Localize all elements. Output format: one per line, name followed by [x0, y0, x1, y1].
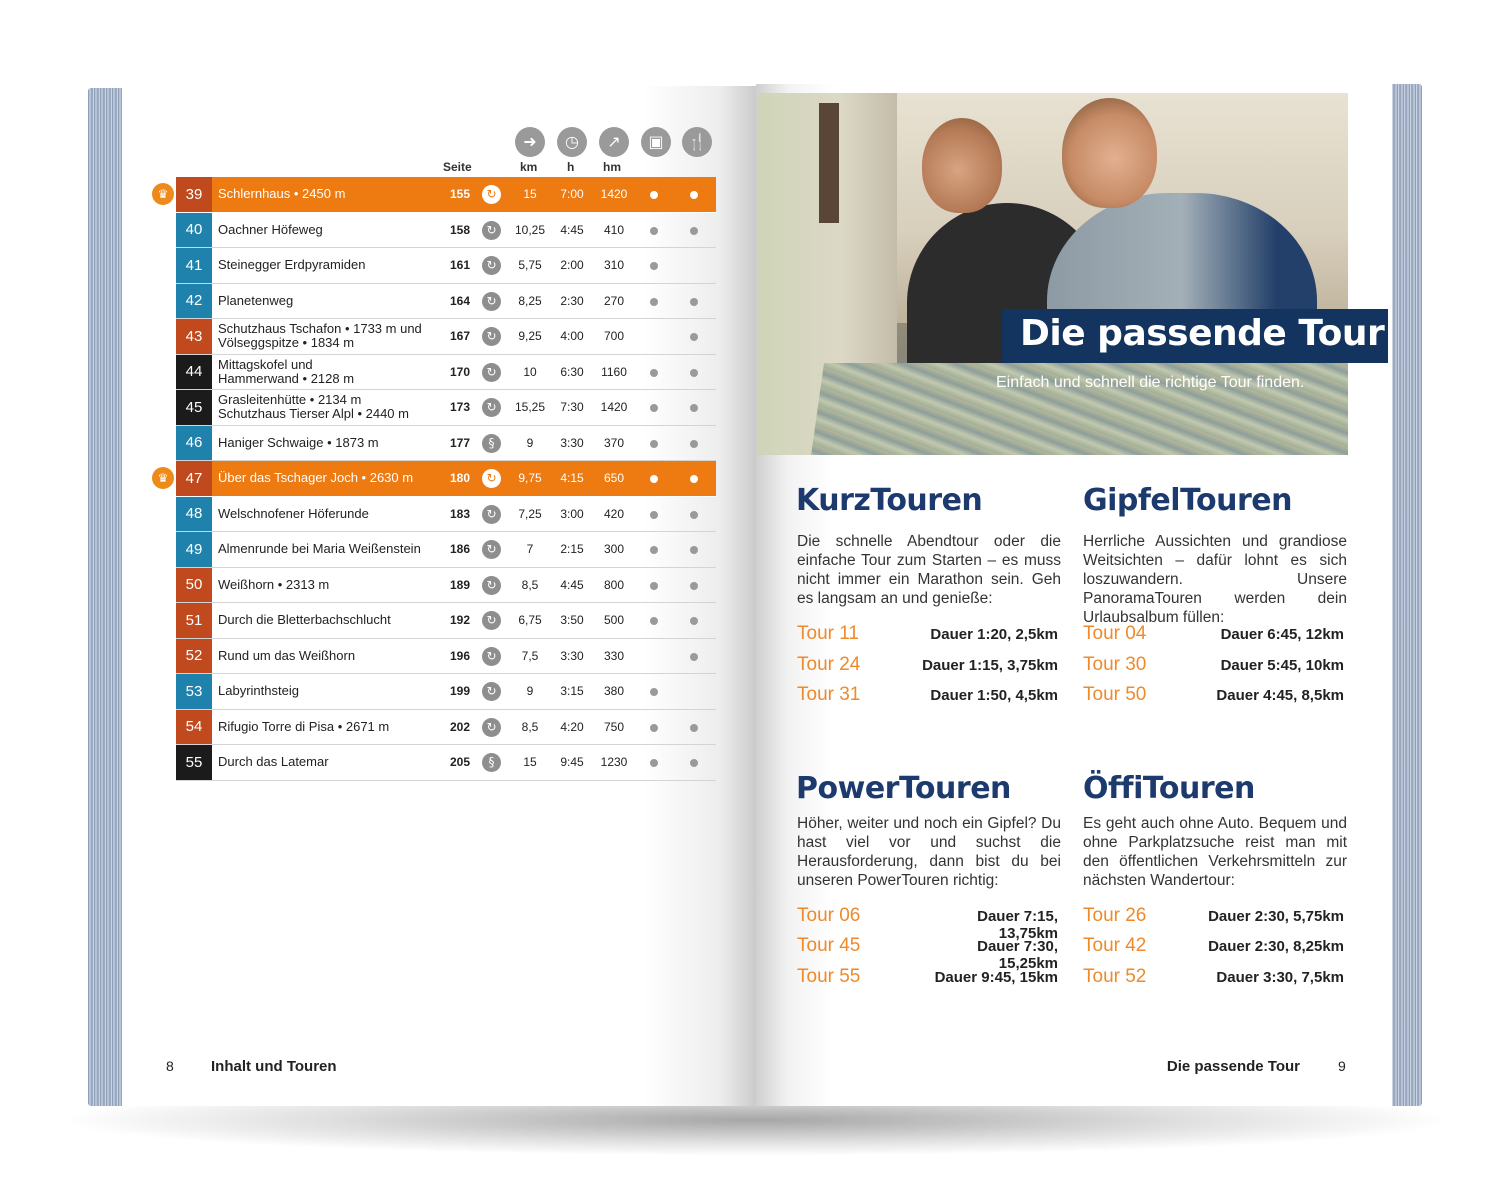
section-title-oeffitouren: ÖffiTouren [1083, 771, 1255, 806]
ascent-arrow-icon: ↗ [599, 127, 629, 157]
header-seite: Seite [443, 160, 472, 174]
tour-page: 205 [449, 755, 470, 770]
tour-ascent: 380 [603, 684, 625, 699]
tour-name-line: Almenrunde bei Maria Weißenstein [218, 541, 421, 557]
tour-page: 196 [449, 648, 470, 663]
section-title-gipfeltouren: GipfelTouren [1083, 483, 1293, 518]
tour-number: 43 [176, 319, 212, 354]
tour-number: 55 [176, 745, 212, 780]
tour-label: Tour 04 [1083, 623, 1147, 644]
signpost-icon: ➜ [515, 127, 545, 157]
tour-duration: Dauer 2:30, 5,75km [1208, 908, 1344, 925]
table-row [176, 426, 716, 462]
route-loop-icon: ↻ [482, 469, 501, 488]
left-page-footer-title: Inhalt und Touren [211, 1058, 337, 1075]
bus-dot [650, 759, 658, 767]
tour-name [218, 355, 438, 390]
tour-km: 8,5 [521, 719, 539, 734]
tour-ascent: 1160 [601, 364, 627, 379]
tour-number: 52 [176, 639, 212, 674]
tour-name [218, 710, 438, 745]
tour-name-line: Völseggspitze • 1834 m [218, 335, 355, 351]
section-title-kurztouren: KurzTouren [796, 483, 983, 518]
tour-name-line: Oachner Höfeweg [218, 221, 323, 237]
bus-dot [650, 546, 658, 554]
food-dot [690, 440, 698, 448]
bus-dot [650, 369, 658, 377]
tour-km: 8,5 [521, 577, 539, 592]
tour-ascent: 1420 [600, 187, 628, 202]
tour-number: 44 [176, 355, 212, 390]
tour-km: 9,25 [518, 329, 542, 344]
food-dot [690, 724, 698, 732]
tour-name [218, 319, 438, 354]
food-dot [690, 582, 698, 590]
tour-page: 177 [449, 435, 470, 450]
table-row [176, 284, 716, 320]
bus-dot [650, 511, 658, 519]
tour-page: 189 [449, 577, 470, 592]
tour-hours: 9:45 [560, 755, 584, 770]
tour-name [218, 284, 438, 319]
table-row [157, 177, 716, 213]
food-dot [690, 298, 698, 306]
tour-hours: 3:15 [560, 684, 584, 699]
tour-hours: 4:15 [560, 471, 584, 486]
tour-number: 42 [176, 284, 212, 319]
restaurant-icon: 🍴 [682, 127, 712, 157]
tour-name [218, 426, 438, 461]
section-body-kurztouren: Die schnelle Abendtour oder die einfache Tour zum Starten – es muss nicht immer ein Marathon sein. Geh es langsam an und genieße: [797, 533, 1061, 607]
tour-km: 10,25 [514, 222, 546, 237]
tour-duration: Dauer 5:45, 10km [1220, 657, 1344, 674]
tour-name [218, 532, 438, 567]
section-body-gipfeltouren: Herrliche Aussichten und grandiose Weitsichten – dafür lohnt es sich loszuwandern. Unsere PanoramaTouren werden dein Urlaubsalbum füllen: [1083, 533, 1347, 626]
table-row [176, 745, 716, 781]
table-row [157, 461, 716, 497]
table-row [176, 390, 716, 426]
tour-name [218, 603, 438, 638]
tour-number: 46 [176, 426, 212, 461]
table-row [176, 497, 716, 533]
tour-name [218, 390, 438, 425]
tour-table [157, 177, 716, 781]
table-row [176, 319, 716, 355]
tour-name-line: Hammerwand • 2128 m [218, 370, 355, 386]
tour-label: Tour 55 [797, 966, 861, 987]
tour-hours: 2:00 [560, 258, 584, 273]
tour-duration: Dauer 7:15, 13,75km [977, 908, 1058, 942]
tour-hours: 2:30 [560, 293, 584, 308]
tour-number: 47 [176, 461, 212, 496]
tour-hours: 3:00 [560, 506, 584, 521]
hikers-photo [757, 93, 1348, 455]
tour-page: 167 [449, 329, 470, 344]
tour-name-line: Rifugio Torre di Pisa • 2671 m [218, 718, 390, 734]
tour-duration: Dauer 9:45, 15km [934, 969, 1058, 986]
bus-dot [650, 724, 658, 732]
tour-number: 51 [176, 603, 212, 638]
tour-number: 49 [176, 532, 212, 567]
bus-dot [650, 191, 658, 199]
tour-ascent: 410 [603, 222, 625, 237]
tour-name-line: Rund um das Weißhorn [218, 647, 356, 663]
tour-km: 9,75 [518, 471, 542, 486]
food-dot [690, 546, 698, 554]
tour-km: 9 [526, 435, 534, 450]
tour-label: Tour 11 [797, 623, 859, 644]
tour-name-line: Grasleitenhütte • 2134 m [218, 392, 362, 408]
bus-dot [650, 227, 658, 235]
header-km: km [520, 160, 538, 174]
tour-hours: 3:30 [560, 435, 584, 450]
left-page-number: 8 [166, 1058, 174, 1074]
tour-ascent: 650 [603, 471, 625, 486]
page-title: Die passende Tour [1020, 313, 1385, 354]
page-subtitle: Einfach und schnell die richtige Tour finden. [996, 374, 1305, 391]
tour-ascent: 700 [603, 329, 625, 344]
tour-name-line: Labyrinthsteig [218, 683, 299, 699]
route-linear-icon: § [482, 753, 501, 772]
tour-name-line: Schutzhaus Tschafon • 1733 m und [218, 321, 422, 337]
tour-name [218, 177, 438, 212]
tour-name-line: Steinegger Erdpyramiden [218, 257, 366, 273]
tour-label: Tour 06 [797, 905, 861, 926]
tour-duration: Dauer 6:45, 12km [1220, 626, 1344, 643]
tour-hours: 3:50 [560, 613, 584, 628]
tour-label: Tour 26 [1083, 905, 1147, 926]
tour-name [218, 497, 438, 532]
tour-ascent: 500 [603, 613, 625, 628]
table-row [176, 248, 716, 284]
tour-km: 15 [523, 755, 537, 770]
tour-km: 8,25 [518, 293, 542, 308]
tour-duration: Dauer 2:30, 8,25km [1208, 938, 1344, 955]
tour-duration: Dauer 1:20, 2,5km [930, 626, 1058, 643]
tour-label: Tour 30 [1083, 654, 1147, 675]
food-dot [690, 333, 698, 341]
tour-km: 6,75 [518, 613, 542, 628]
tour-km: 15 [523, 187, 537, 202]
tour-name [218, 248, 438, 283]
section-body-powertouren: Höher, weiter und noch ein Gipfel? Du hast viel vor und suchst die Herausforderung, dann bist du bei unseren PowerTouren richtig: [797, 815, 1061, 889]
header-hm: hm [603, 160, 621, 174]
tour-ascent: 370 [603, 435, 625, 450]
tour-km: 7 [526, 542, 534, 557]
tour-page: 161 [449, 258, 470, 273]
tour-page: 170 [449, 364, 470, 379]
route-loop-icon: ↻ [482, 505, 501, 524]
route-loop-icon: ↻ [482, 185, 501, 204]
tour-page: 180 [449, 471, 470, 486]
tour-page: 202 [449, 719, 470, 734]
tour-page: 164 [449, 293, 470, 308]
tour-number: 53 [176, 674, 212, 709]
tour-name [218, 568, 438, 603]
food-dot [690, 369, 698, 377]
tour-label: Tour 50 [1083, 684, 1147, 705]
crown-icon: ♛ [152, 183, 174, 205]
tour-km: 7,25 [518, 506, 542, 521]
tour-name-line: Weißhorn • 2313 m [218, 576, 330, 592]
bus-dot [650, 617, 658, 625]
bus-dot [650, 262, 658, 270]
table-row [176, 213, 716, 249]
tour-page: 199 [449, 684, 470, 699]
tour-duration: Dauer 1:50, 4,5km [930, 687, 1058, 704]
tour-km: 9 [526, 684, 534, 699]
tour-hours: 4:45 [560, 577, 584, 592]
route-loop-icon: ↻ [482, 718, 501, 737]
tour-ascent: 750 [603, 719, 625, 734]
food-dot [690, 475, 698, 483]
bus-dot [650, 582, 658, 590]
tour-label: Tour 24 [797, 654, 861, 675]
tour-hours: 3:30 [560, 648, 584, 663]
tour-ascent: 310 [603, 258, 625, 273]
table-row [176, 603, 716, 639]
tour-ascent: 300 [603, 542, 625, 557]
tour-ascent: 270 [603, 293, 625, 308]
tour-name-line: Mittagskofel und [218, 356, 313, 372]
bus-dot [650, 298, 658, 306]
tour-ascent: 800 [603, 577, 625, 592]
tour-name-line: Über das Tschager Joch • 2630 m [218, 470, 414, 486]
tour-hours: 4:00 [560, 329, 584, 344]
tour-hours: 4:45 [560, 222, 584, 237]
tour-page: 186 [449, 542, 470, 557]
bus-dot [650, 475, 658, 483]
tour-duration: Dauer 1:15, 3,75km [922, 657, 1058, 674]
table-row [176, 639, 716, 675]
tour-hours: 2:15 [560, 542, 584, 557]
right-page-footer-title: Die passende Tour [1166, 1058, 1300, 1075]
tour-ascent: 330 [603, 648, 625, 663]
header-h: h [567, 160, 575, 174]
tour-hours: 7:30 [560, 400, 584, 415]
tour-name [218, 639, 438, 674]
food-dot [690, 404, 698, 412]
food-dot [690, 759, 698, 767]
tour-page: 192 [449, 613, 470, 628]
section-title-powertouren: PowerTouren [796, 771, 1011, 806]
tour-duration: Dauer 7:30, 15,25km [977, 938, 1058, 972]
tour-name [218, 213, 438, 248]
route-loop-icon: ↻ [482, 292, 501, 311]
tour-name-line: Planetenweg [218, 292, 294, 308]
food-dot [690, 191, 698, 199]
bus-dot [650, 688, 658, 696]
bus-icon: ▣ [641, 127, 671, 157]
tour-number: 40 [176, 213, 212, 248]
food-dot [690, 227, 698, 235]
bus-dot [650, 440, 658, 448]
tour-ascent: 1420 [600, 400, 628, 415]
tour-name-line: Durch das Latemar [218, 754, 329, 770]
tour-label: Tour 52 [1083, 966, 1147, 987]
route-loop-icon: ↻ [482, 327, 501, 346]
tour-ascent: 420 [603, 506, 625, 521]
tour-name [218, 461, 438, 496]
tour-number: 50 [176, 568, 212, 603]
right-page-number: 9 [1338, 1058, 1346, 1074]
tour-name-line: Schlernhaus • 2450 m [218, 186, 346, 202]
table-row [176, 355, 716, 391]
food-dot [690, 511, 698, 519]
tour-number: 41 [176, 248, 212, 283]
route-linear-icon: § [482, 434, 501, 453]
table-row [176, 532, 716, 568]
tour-number: 54 [176, 710, 212, 745]
tour-name-line: Welschnofener Höferunde [218, 505, 369, 521]
tour-number: 45 [176, 390, 212, 425]
tour-page: 173 [449, 400, 470, 415]
table-row [176, 674, 716, 710]
section-body-oeffitouren: Es geht auch ohne Auto. Bequem und ohne Parkplatzsuche reist man mit den öffentlichen Verkehrsmitteln zur nächsten Wandertour: [1083, 815, 1347, 889]
food-dot [690, 653, 698, 661]
route-loop-icon: ↻ [482, 540, 501, 559]
route-loop-icon: ↻ [482, 398, 501, 417]
table-row [176, 568, 716, 604]
tour-number: 48 [176, 497, 212, 532]
tour-hours: 6:30 [560, 364, 584, 379]
tour-page: 155 [449, 187, 470, 202]
tour-number: 39 [176, 177, 212, 212]
table-row [176, 710, 716, 746]
bus-dot [650, 404, 658, 412]
route-loop-icon: ↻ [482, 256, 501, 275]
crown-icon: ♛ [152, 467, 174, 489]
tour-name-line: Schutzhaus Tierser Alpl • 2440 m [218, 406, 409, 422]
clock-icon: ◷ [557, 127, 587, 157]
tour-km: 5,75 [518, 258, 542, 273]
tour-name-line: Haniger Schwaige • 1873 m [218, 434, 379, 450]
tour-duration: Dauer 3:30, 7,5km [1216, 969, 1344, 986]
tour-km: 10 [523, 364, 537, 379]
tour-label: Tour 42 [1083, 935, 1147, 956]
route-loop-icon: ↻ [482, 363, 501, 382]
route-loop-icon: ↻ [482, 221, 501, 240]
tour-km: 15,25 [514, 400, 546, 415]
route-loop-icon: ↻ [482, 682, 501, 701]
tour-page: 183 [449, 506, 470, 521]
tour-hours: 7:00 [560, 187, 584, 202]
tour-ascent: 1230 [600, 755, 628, 770]
route-loop-icon: ↻ [482, 576, 501, 595]
tour-duration: Dauer 4:45, 8,5km [1216, 687, 1344, 704]
tour-km: 7,5 [521, 648, 539, 663]
tour-hours: 4:20 [560, 719, 584, 734]
route-loop-icon: ↻ [482, 647, 501, 666]
route-loop-icon: ↻ [482, 611, 501, 630]
tour-label: Tour 31 [797, 684, 861, 705]
tour-name [218, 674, 438, 709]
food-dot [690, 617, 698, 625]
tour-name [218, 745, 438, 780]
tour-name-line: Durch die Bletterbachschlucht [218, 612, 391, 628]
tour-label: Tour 45 [797, 935, 861, 956]
tour-page: 158 [449, 222, 470, 237]
